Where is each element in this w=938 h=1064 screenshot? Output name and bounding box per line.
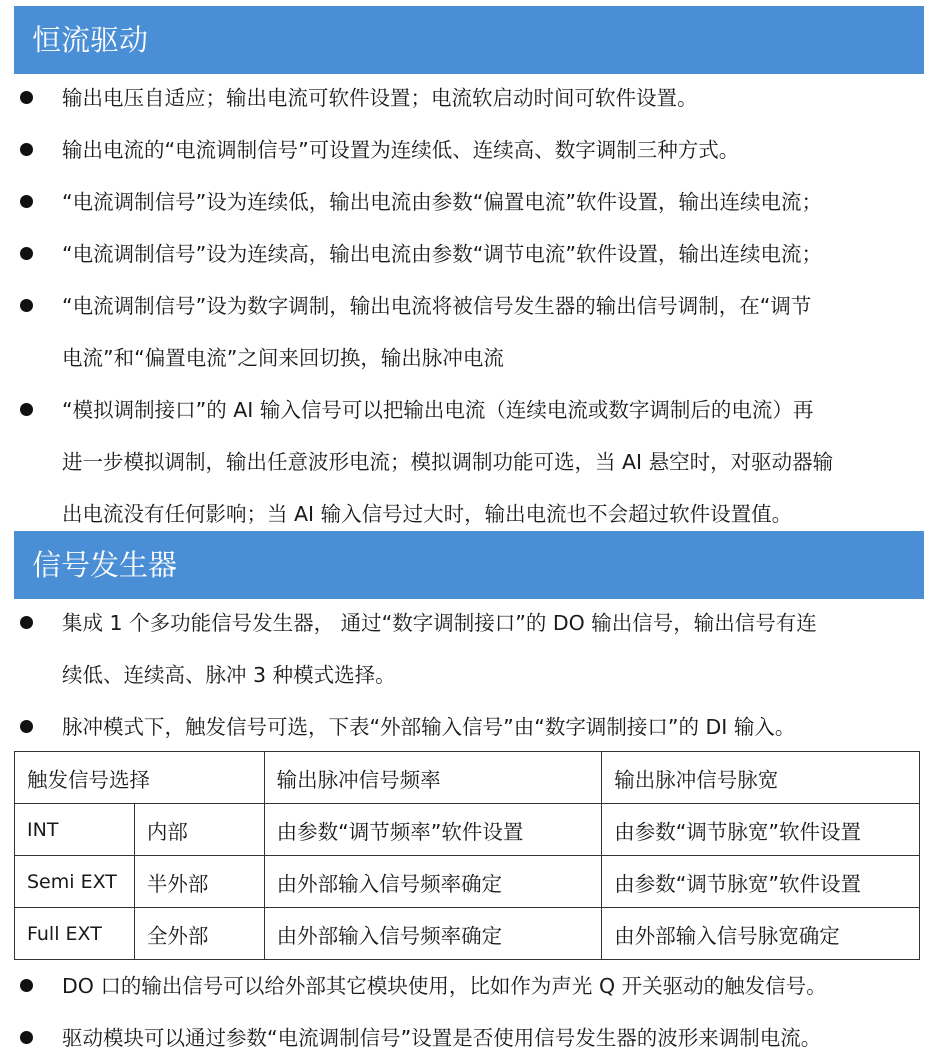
bullet-dot-icon: [20, 91, 33, 104]
table-header-cell: 输出脉冲信号频率: [264, 752, 602, 804]
section-header-signal-generator: [14, 531, 924, 599]
bullet-dot-icon: [20, 195, 33, 208]
list-item: [0, 701, 938, 753]
bullet-text: 驱动模块可以通过参数“电流调制信号”设置是否使用信号发生器的波形来调制电流。: [62, 1026, 822, 1050]
trigger-code-cell: Full EXT: [15, 908, 135, 960]
table-row: [15, 856, 920, 908]
trigger-name-cell: 全外部: [134, 908, 264, 960]
bullet-text: “电流调制信号”设为数字调制，输出电流将被信号发生器的输出信号调制，在“调节: [62, 294, 812, 318]
signal-generator-bullet-list: [0, 597, 938, 753]
table-row: [15, 804, 920, 856]
pulse-width-cell: 由参数“调节脉宽”软件设置: [602, 856, 920, 908]
bullet-text: 集成 1 个多功能信号发生器， 通过“数字调制接口”的 DO 输出信号，输出信号有连: [62, 611, 817, 635]
section-title: 信号发生器: [32, 548, 178, 582]
constant-current-bullet-list: [0, 72, 938, 540]
pulse-width-cell: 由参数“调节脉宽”软件设置: [602, 804, 920, 856]
table-header-cell: 输出脉冲信号脉宽: [602, 752, 920, 804]
section-header-constant-current: [14, 6, 924, 74]
list-item: [0, 597, 938, 701]
frequency-cell: 由外部输入信号频率确定: [264, 856, 602, 908]
table-header-cell: 触发信号选择: [15, 752, 265, 804]
list-item: [0, 1012, 938, 1064]
bullet-dot-icon: [20, 720, 33, 733]
frequency-cell: 由参数“调节频率”软件设置: [264, 804, 602, 856]
trigger-code-cell: INT: [15, 804, 135, 856]
signal-generator-notes-list: [0, 960, 938, 1064]
list-item: [0, 960, 938, 1012]
table-row: [15, 908, 920, 960]
trigger-code-cell: Semi EXT: [15, 856, 135, 908]
trigger-name-cell: 内部: [134, 804, 264, 856]
bullet-text: DO 口的输出信号可以给外部其它模块使用，比如作为声光 Q 开关驱动的触发信号。: [62, 974, 827, 998]
pulse-width-cell: 由外部输入信号脉宽确定: [602, 908, 920, 960]
list-item: [0, 176, 938, 228]
bullet-text: 输出电压自适应；输出电流可软件设置；电流软启动时间可软件设置。: [62, 86, 698, 110]
section-title: 恒流驱动: [32, 23, 149, 57]
list-item: [0, 280, 938, 384]
bullet-dot-icon: [20, 1031, 33, 1044]
bullet-dot-icon: [20, 616, 33, 629]
trigger-mode-table: [14, 751, 920, 960]
bullet-dot-icon: [20, 979, 33, 992]
list-item: [0, 384, 938, 540]
bullet-dot-icon: [20, 247, 33, 260]
bullet-text: “电流调制信号”设为连续高，输出电流由参数“调节电流”软件设置，输出连续电流；: [62, 242, 822, 266]
bullet-text: 电流”和“偏置电流”之间来回切换，输出脉冲电流: [62, 346, 504, 370]
list-item: [0, 124, 938, 176]
bullet-text: 进一步模拟调制，输出任意波形电流；模拟调制功能可选，当 AI 悬空时，对驱动器输: [62, 450, 834, 474]
bullet-text: 脉冲模式下，触发信号可选，下表“外部输入信号”由“数字调制接口”的 DI 输入。: [62, 715, 796, 739]
bullet-text: “模拟调制接口”的 AI 输入信号可以把输出电流（连续电流或数字调制后的电流）再: [62, 398, 814, 422]
bullet-text: “电流调制信号”设为连续低，输出电流由参数“偏置电流”软件设置，输出连续电流；: [62, 190, 822, 214]
bullet-text: 续低、连续高、脉冲 3 种模式选择。: [62, 663, 396, 687]
list-item: [0, 228, 938, 280]
list-item: [0, 72, 938, 124]
bullet-text: 出电流没有任何影响；当 AI 输入信号过大时，输出电流也不会超过软件设置值。: [62, 502, 793, 526]
bullet-dot-icon: [20, 299, 33, 312]
table-header-row: [15, 752, 920, 804]
frequency-cell: 由外部输入信号频率确定: [264, 908, 602, 960]
bullet-dot-icon: [20, 143, 33, 156]
trigger-name-cell: 半外部: [134, 856, 264, 908]
bullet-text: 输出电流的“电流调制信号”可设置为连续低、连续高、数字调制三种方式。: [62, 138, 740, 162]
bullet-dot-icon: [20, 403, 33, 416]
